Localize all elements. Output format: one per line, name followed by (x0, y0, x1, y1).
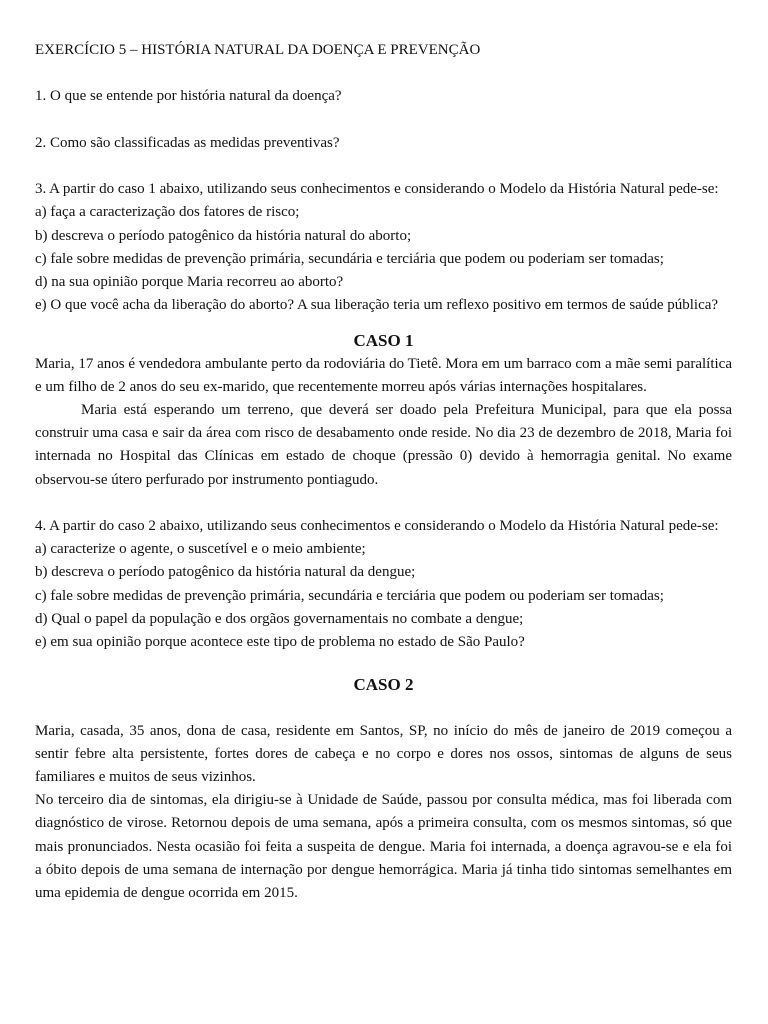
question-3-item-a: a) faça a caracterização dos fatores de risco; (35, 204, 300, 221)
question-4 (35, 515, 732, 654)
question-3-item-c: c) fale sobre medidas de prevenção primária, secundária e terciária que podem ou poderiam ser tomadas; (35, 250, 664, 267)
spacer (35, 317, 732, 329)
question-3 (35, 178, 732, 317)
document-page (35, 39, 732, 905)
question-3-item-d: d) na sua opinião porque Maria recorreu ao aborto? (35, 273, 344, 290)
spacer (35, 654, 732, 673)
question-4-item-a: a) caracterize o agente, o suscetível e o meio ambiente; (35, 541, 366, 558)
case-2-heading: CASO 2 (353, 675, 414, 695)
question-4-item-d: d) Qual o papel da população e dos orgãos governamentais no combate a dengue; (35, 610, 524, 627)
question-1: 1. O que se entende por história natural da doença? (35, 88, 342, 105)
question-3-intro: 3. A partir do caso 1 abaixo, utilizando seus conhecimentos e considerando o Modelo da História Natural pede-se: (35, 181, 719, 198)
case-1-paragraph-1: Maria, 17 anos é vendedora ambulante perto da rodoviária do Tietê. Mora em um barraco com a mãe semi paralítica e um filho de 2 anos do seu ex-marido, que recentemente morreu após várias internações hospitalares. (35, 355, 732, 395)
question-4-item-c: c) fale sobre medidas de prevenção primária, secundária e terciária que podem ou poderiam ser tomadas; (35, 587, 664, 604)
question-3-item-e: e) O que você acha da liberação do aborto? A sua liberação teria um reflexo positivo em termos de saúde pública? (35, 297, 719, 314)
question-4-item-b: b) descreva o período patogênico da história natural da dengue; (35, 564, 416, 581)
case-1-heading: CASO 1 (353, 331, 414, 351)
document-title: EXERCÍCIO 5 – HISTÓRIA NATURAL DA DOENÇA E PREVENÇÃO (35, 42, 481, 58)
spacer (35, 696, 732, 719)
question-2: 2. Como são classificadas as medidas preventivas? (35, 134, 340, 151)
case-2-paragraph-1: Maria, casada, 35 anos, dona de casa, residente em Santos, SP, no início do mês de janeiro de 2019 começou a sentir febre alta persistente, fortes dores de cabeça e no corpo e dores nos ossos, sintomas de alguns de seus familiares e muitos de seus vizinhos. (35, 722, 732, 786)
spacer (35, 492, 732, 515)
case-1-paragraph-2: Maria está esperando um terreno, que deverá ser doado pela Prefeitura Municipal, para que ela possa construir uma casa e sair da área com risco de desabamento onde reside. No dia 23 de dezembro de 2018, Maria foi internada no Hospital das Clínicas em estado de choque (pressão 0) devido à hemorragia genital. No exame observou-se útero perfurado por instrumento pontiagudo. (35, 402, 732, 488)
spacer (35, 109, 732, 132)
question-4-intro: 4. A partir do caso 2 abaixo, utilizando seus conhecimentos e considerando o Modelo da História Natural pede-se: (35, 518, 719, 534)
case-2-paragraph-2: No terceiro dia de sintomas, ela dirigiu-se à Unidade de Saúde, passou por consulta médica, mas foi liberada com diagnóstico de virose. Retornou depois de uma semana, após a primeira consulta, com os mesmos sintomas, só que mais pronunciados. Nesta ocasião foi feita a suspeita de dengue. Maria foi internada, a doença agravou-se e ela foi a óbito depois de uma semana de internação por dengue hemorrágica. Maria já tinha tido sintomas semelhantes em uma epidemia de dengue ocorrida em 2015. (35, 792, 732, 902)
spacer (35, 155, 732, 178)
question-4-item-e: e) em sua opinião porque acontece este tipo de problema no estado de São Paulo? (35, 634, 525, 651)
question-3-item-b: b) descreva o período patogênico da história natural do aborto; (35, 227, 412, 244)
